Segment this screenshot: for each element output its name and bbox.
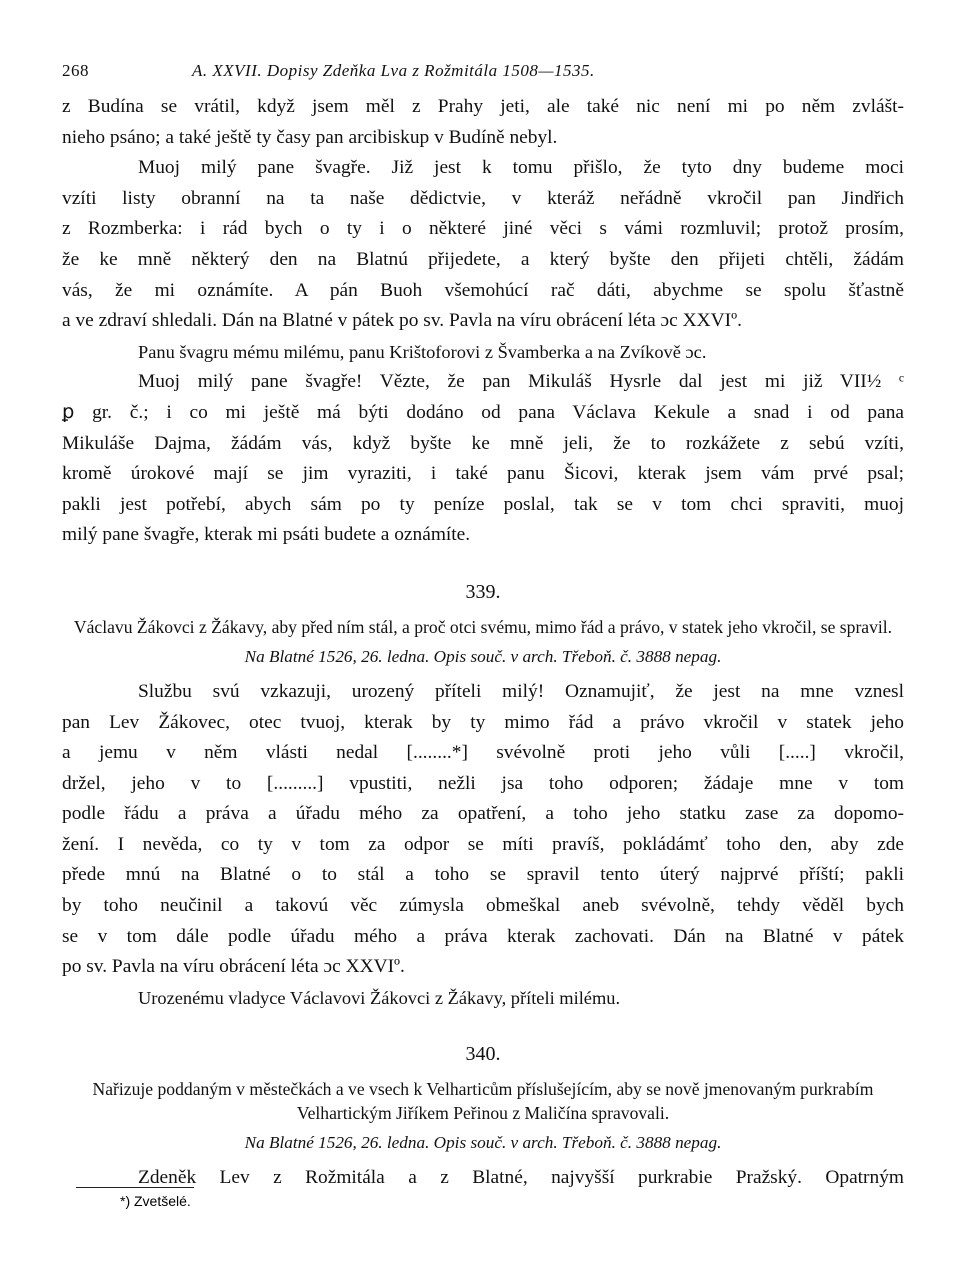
text-line: kromě úrokové mají se jim vyraziti, i také panu Šicovi, kterak jsem vám prvé psal;: [62, 463, 904, 485]
text-line: z Budína se vrátil, když jsem měl z Prahy jeti, ale také nic není mi po něm zvlášt-: [62, 96, 904, 117]
text-line: přede mnú na Blatné o to stál a toho se spravil tento úterý najprvé příští; pakli: [62, 864, 904, 886]
source-note: Na Blatné 1526, 26. ledna. Opis souč. v arch. Třeboň. č. 3888 nepag.: [244, 646, 722, 666]
page-header: [62, 56, 904, 90]
running-title: A. XXVII. Dopisy Zdeňka Lva z Rožmitála 1508—1535.: [192, 61, 595, 80]
regest: Nařizuje poddaným v městečkách a ve vsech k Velharticům příslušejícím, aby se nově jmenovaným purkrabím Velhartickým Jiříkem Peřinou z Maličína spravovali.: [92, 1079, 874, 1124]
text-line: se v tom dále podle úřadu mého a práva kterak zachovati. Dán na Blatné v pátek: [62, 925, 904, 947]
text-line: Mikuláše Dajma, žádám vás, když byšte ke mně jeli, že to rozkážete z sebú vzíti,: [62, 432, 904, 454]
text-line: a jemu v něm vlásti nedal [........*] svévolně proti jeho vůli [.....] vkročil,: [62, 742, 904, 764]
text-line: nieho psáno; a také ještě ty časy pan arcibiskup v Budíně nebyl.: [62, 126, 558, 148]
text-line: pan Lev Žákovec, otec tvuoj, kterak by ty mimo řád a právo vkročil v statek jeho: [62, 711, 904, 733]
text-line: že ke mně některý den na Blatnú přijedete, a který byšte den přijeti chtěli, žádám: [62, 248, 904, 270]
letter-address: Panu švagru mému milému, panu Krištoforovi z Švamberka a na Zvíkově ɔc.: [138, 341, 707, 362]
text-line: milý pane švagře, kterak mi psáti budete a oznámíte.: [62, 524, 471, 546]
footnote-rule: [76, 1187, 194, 1188]
page-number: 268: [62, 61, 89, 80]
footnote: *) Zvetšelé.: [120, 1193, 191, 1209]
text-line: Zdeněk Lev z Rožmitála a z Blatné, najvyšší purkrabie Pražský. Opatrným: [138, 1167, 904, 1189]
text-line: ꝑ gr. č.; i co mi ještě má býti dodáno od pana Václava Kekule a snad i od pana: [62, 401, 904, 423]
text-line: vzíti listy obranní na ta naše dědictvie, v kteráž neřádně vkročil pan Jindřich: [62, 187, 904, 209]
text-line: Službu svú vzkazuji, urozený příteli milý! Oznamujiť, že jest na mne vznesl: [138, 680, 904, 702]
text-line: z Rozmberka: i rád bych o ty i o některé jiné věci s vámi rozmluvil; protož prosím,: [62, 218, 904, 240]
document-number: 339.: [465, 580, 501, 603]
text-line: po sv. Pavla na víru obrácení léta ɔc XXVIº.: [62, 956, 405, 978]
letter-postscript: [62, 367, 904, 551]
letter-body: [62, 1163, 904, 1194]
letter-body: [62, 92, 904, 337]
text-line: Muoj milý pane švagře! Vězte, že pan Mikuláš Hysrle dal jest mi již VII½ ᶜ: [138, 371, 904, 393]
text-line: Muoj milý pane švagře. Již jest k tomu přišlo, že tyto dny budeme moci: [138, 157, 904, 179]
document-number: 340.: [465, 1043, 501, 1066]
text-line: a ve zdraví shledali. Dán na Blatné v pátek po sv. Pavla na víru obrácení léta ɔc XXVIº.: [62, 310, 742, 332]
letter-body: [62, 677, 904, 983]
text-line: pakli jest potřebí, abych sám po ty peníze poslal, tak se v tom chci spraviti, muoj: [62, 493, 904, 515]
text-line: žení. I nevěda, co ty v tom za odpor se míti pravíš, pokládámť toho den, aby zde: [62, 833, 904, 855]
text-line: držel, jeho v to [.........] vpustiti, nežli jsa toho odporen; žádaje mne v tom: [62, 772, 904, 794]
document-page: [62, 56, 904, 1194]
text-line: podle řádu a práva a úřadu mého za opatření, a toho jeho statku zase za dopomo-: [62, 803, 904, 825]
source-note: Na Blatné 1526, 26. ledna. Opis souč. v arch. Třeboň. č. 3888 nepag.: [244, 1133, 722, 1153]
regest: Václavu Žákovci z Žákavy, aby před ním stál, a proč otci svému, mimo řád a právo, v statek jeho vkročil, se spravil.: [73, 616, 893, 637]
letter-address: Urozenému vladyce Václavovi Žákovci z Žákavy, příteli milému.: [138, 987, 621, 1008]
text-line: by toho neučinil a takovú věc zúmysla obmeškal aneb svévolně, tehdy věděl bych: [62, 895, 904, 917]
text-line: vás, že mi oznámíte. A pán Buoh všemohúcí rač dáti, abychme se spolu šťastně: [62, 279, 904, 301]
